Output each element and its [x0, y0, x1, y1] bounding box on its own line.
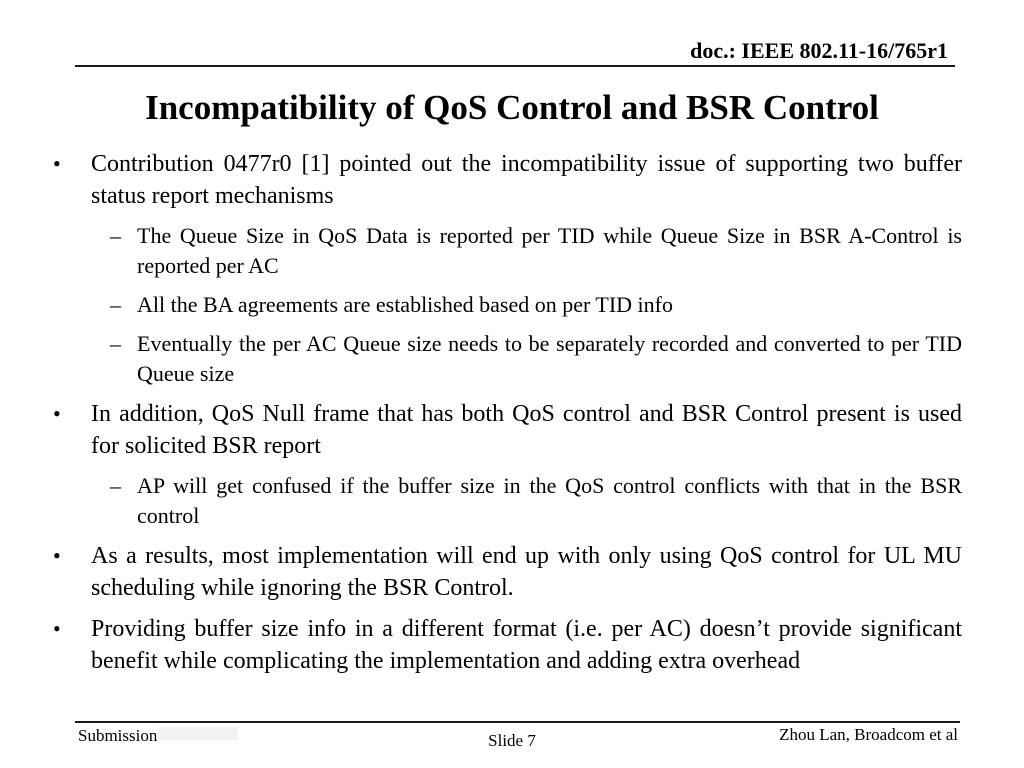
sub-bullet-item: [0, 329, 962, 389]
bullet-marker: •: [53, 616, 61, 641]
footer-rule: [75, 721, 960, 723]
bullet-marker: •: [53, 543, 61, 568]
footer-slide-number: Slide 7: [488, 731, 536, 750]
header-rule: [75, 65, 955, 67]
dash-marker: –: [110, 473, 121, 498]
document-number-label: doc.: IEEE 802.11-16/765r1: [690, 38, 948, 63]
dash-marker: –: [110, 223, 121, 248]
slide-title: Incompatibility of QoS Control and BSR Control: [145, 88, 879, 127]
bullet-text: Providing buffer size info in a different format (i.e. per AC) doesn’t provide significant benefit while complicating the implementation and adding extra overhead: [91, 616, 962, 674]
bullet-item: [0, 148, 962, 212]
bullet-marker: •: [53, 401, 61, 426]
sub-bullet-item: [0, 221, 962, 281]
sub-bullet-text: All the BA agreements are established based on per TID info: [137, 292, 673, 317]
sub-bullet-item: [0, 471, 962, 531]
sub-bullet-text: AP will get confused if the buffer size in the QoS control conflicts with that in the BSR control: [137, 473, 962, 528]
bullet-item: [0, 398, 962, 462]
dash-marker: –: [110, 292, 121, 317]
sub-bullet-text: The Queue Size in QoS Data is reported per TID while Queue Size in BSR A-Control is reported per AC: [137, 223, 962, 278]
bullet-text: In addition, QoS Null frame that has both QoS control and BSR Control present is used for solicited BSR report: [91, 401, 962, 459]
footer-submission-label: Submission: [78, 726, 158, 745]
bullet-item: [0, 540, 962, 604]
slide-body: [0, 148, 962, 677]
bullet-text: Contribution 0477r0 [1] pointed out the incompatibility issue of supporting two buffer status report mechanisms: [91, 151, 962, 209]
bullet-marker: •: [53, 151, 61, 176]
sub-bullet-item: [0, 290, 962, 320]
bullet-item: [0, 613, 962, 677]
sub-bullet-text: Eventually the per AC Queue size needs to be separately recorded and converted to per TID Queue size: [137, 331, 962, 386]
dash-marker: –: [110, 331, 121, 356]
bullet-text: As a results, most implementation will end up with only using QoS control for UL MU scheduling while ignoring the BSR Control.: [91, 543, 962, 601]
footer-author-label: Zhou Lan, Broadcom et al: [779, 725, 958, 744]
